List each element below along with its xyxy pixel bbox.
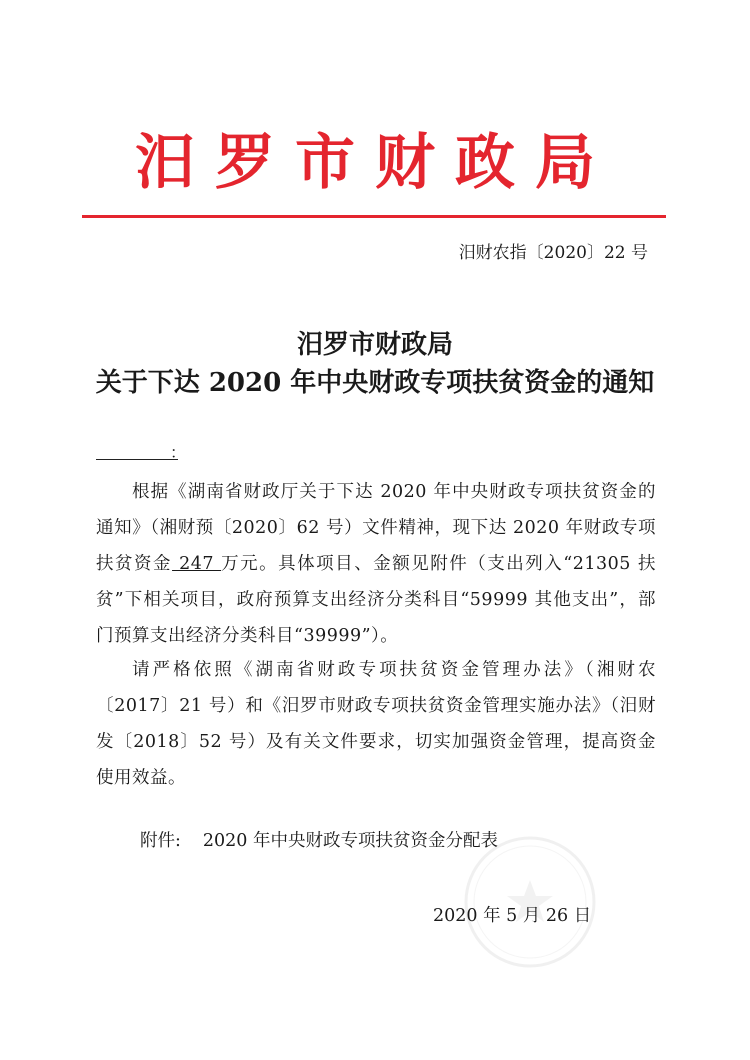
letterhead-red-rule <box>82 215 666 218</box>
document-title <box>0 326 750 402</box>
issue-date: 2020 年 5 月 26 日 <box>433 906 592 926</box>
letterhead-org-name: 汨罗市财政局 <box>135 128 615 198</box>
para1-text-after: 万元。具体项目、金额见附件（支出列入“21305 扶贫”下相关项目，政府预算支出经济分类科目“59999 其他支出”，部门预算支出经济分类科目“39999”）。 <box>96 554 657 646</box>
document-number: 汨财农指〔2020〕22 号 <box>458 243 648 263</box>
title-line-subject: 关于下达 2020 年中央财政专项扶贫资金的通知 <box>95 368 655 398</box>
para2-text: 请严格依照《湖南省财政专项扶贫资金管理办法》（湘财农〔2017〕21 号）和《汨罗市财政专项扶贫资金管理实施办法》（汨财发〔2018〕52 号）及有关文件要求，切实加强资金管理，提高资金使用效益。 <box>96 660 656 788</box>
recipient-blank-line <box>96 443 178 460</box>
para1-amount: 247 <box>172 554 222 574</box>
attachment-line <box>140 828 498 854</box>
para1-text-before: 根据《湖南省财政厅关于下达 2020 年中央财政专项扶贫资金的通知》（湘财预〔2020〕62 号）文件精神，现下达 2020 年财政专项扶贫资金 <box>96 482 656 574</box>
official-seal-icon <box>460 832 600 972</box>
title-line-issuer: 汨罗市财政局 <box>296 330 453 360</box>
body-paragraph-1 <box>96 474 656 654</box>
body-paragraph-2 <box>96 652 656 796</box>
attachment-label: 附件: <box>140 831 181 851</box>
recipient-colon: ： <box>170 443 187 462</box>
attachment-text: 2020 年中央财政专项扶贫资金分配表 <box>202 831 499 851</box>
